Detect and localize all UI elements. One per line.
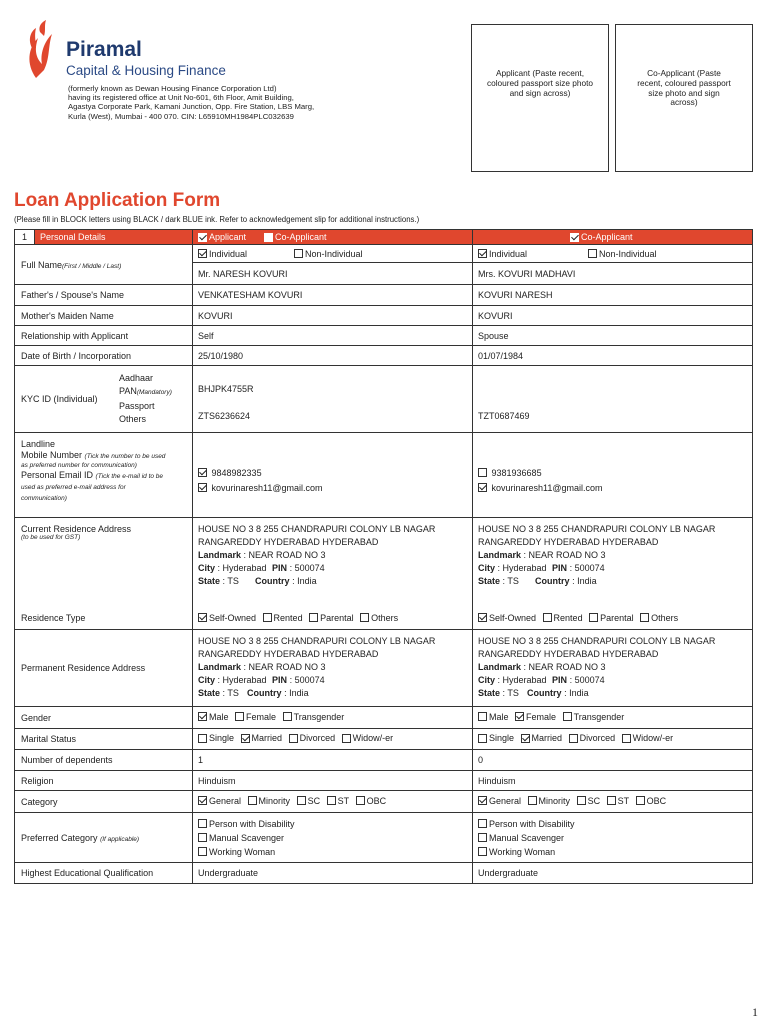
- checkbox-icon[interactable]: [528, 796, 537, 805]
- row-relationship: [15, 326, 752, 346]
- co-applicant-st-option[interactable]: ST: [607, 796, 630, 806]
- checkbox-icon[interactable]: [198, 483, 207, 492]
- co-applicant-relationship[interactable]: Spouse: [478, 330, 509, 341]
- co-applicant-photo-box[interactable]: Co-Applicant (Paste recent, coloured passport size photo and sign across): [615, 24, 753, 172]
- row-preferred-category: Preferred Category (If applicable) Person with Disability Manual Scavenger Working Woman Person with Disability Manual Scavenger Working Woman: [15, 813, 752, 863]
- row-contact: Landline Mobile Number (Tick the number to be used as preferred number for communication) Personal Email ID (Tick the e-mail id to be used as preferred e-mail address for communication) 9848982335 kovurinaresh11@gmail.com 9381936685 kovurinaresh11@gmail.com: [15, 433, 752, 518]
- section-title: Personal Details: [40, 232, 106, 242]
- row-category: [15, 791, 752, 813]
- checkbox-icon[interactable]: [478, 712, 487, 721]
- checkbox-icon[interactable]: [478, 249, 487, 258]
- co-applicant-name[interactable]: Mrs. KOVURI MADHAVI: [478, 268, 576, 279]
- co-applicant-mother[interactable]: KOVURI: [478, 310, 513, 321]
- co-applicant-header-option[interactable]: Co-Applicant: [264, 232, 327, 242]
- label-kyc: KYC ID (Individual): [21, 394, 98, 404]
- applicant-dob[interactable]: 25/10/1980: [193, 346, 473, 365]
- co-applicant-current-address[interactable]: HOUSE NO 3 8 255 CHANDRAPURI COLONY LB NAGAR RANGAREDDY HYDERABAD HYDERABAD Landmark : NEAR ROAD NO 3 City : Hyderabad PIN : 500074 State : TS Country : India: [478, 524, 716, 586]
- personal-details-table: [14, 229, 753, 884]
- row-full-name: Full Name(First / Middle / Last) Individual Non-Individual Mr. NARESH KOVURI Individual Non-Individual Mrs. KOVURI MADHAVI: [15, 245, 752, 285]
- company-info: [68, 84, 368, 121]
- co-applicant-married-option[interactable]: Married: [521, 733, 563, 743]
- co-applicant-email: kovurinaresh11@gmail.com: [491, 483, 603, 493]
- checkbox-icon[interactable]: [198, 847, 207, 856]
- checkbox-icon[interactable]: [327, 796, 336, 805]
- applicant-religion[interactable]: Hinduism: [193, 771, 473, 790]
- row-marital: [15, 729, 752, 750]
- checkbox-icon[interactable]: [264, 233, 273, 242]
- row-dob: [15, 346, 752, 366]
- checkbox-icon[interactable]: [360, 613, 369, 622]
- checkbox-icon[interactable]: [248, 796, 257, 805]
- co-applicant-rented-option[interactable]: Rented: [543, 613, 583, 623]
- checkbox-icon[interactable]: [515, 712, 524, 721]
- checkbox-icon[interactable]: [198, 734, 207, 743]
- applicant-parental-option[interactable]: Parental: [309, 613, 354, 623]
- applicant-working-woman-option[interactable]: Working Woman: [198, 845, 463, 859]
- company-info-line: Agastya Corporate Park, Kamani Junction, Opp. Fire Station, LBS Marg,: [68, 102, 315, 112]
- checkbox-icon[interactable]: [478, 796, 487, 805]
- checkbox-icon[interactable]: [198, 233, 207, 242]
- label-landline: Landline: [21, 439, 56, 449]
- section-header: [15, 230, 752, 245]
- label-current-address: Current Residence Address: [21, 524, 132, 534]
- brand-name: Piramal: [66, 38, 142, 61]
- checkbox-icon[interactable]: [478, 833, 487, 842]
- checkbox-icon[interactable]: [342, 734, 351, 743]
- checkbox-icon[interactable]: [198, 796, 207, 805]
- company-info-line: having its registered office at Unit No-601, 6th Floor, Amit Building,: [68, 93, 294, 103]
- checkbox-icon[interactable]: [622, 734, 631, 743]
- co-applicant-disability-option[interactable]: Person with Disability: [478, 817, 743, 831]
- flame-logo-icon: [22, 18, 62, 80]
- label-education: Highest Educational Qualification: [15, 863, 193, 883]
- applicant-mother[interactable]: KOVURI: [193, 306, 473, 325]
- co-applicant-permanent-address[interactable]: HOUSE NO 3 8 255 CHANDRAPURI COLONY LB NAGAR RANGAREDDY HYDERABAD HYDERABAD Landmark : NEAR ROAD NO 3 City : Hyderabad PIN : 500074 State : TS Country : India: [478, 636, 716, 698]
- applicant-current-address[interactable]: HOUSE NO 3 8 255 CHANDRAPURI COLONY LB NAGAR RANGAREDDY HYDERABAD HYDERABAD Landmark : NEAR ROAD NO 3 City : Hyderabad PIN : 500074 State : TS Country : India: [198, 524, 436, 586]
- checkbox-icon[interactable]: [478, 613, 487, 622]
- applicant-education[interactable]: Undergraduate: [193, 863, 473, 883]
- label-religion: Religion: [15, 771, 193, 790]
- page-number: 1: [752, 1005, 758, 1019]
- label-dependents: Number of dependents: [15, 750, 193, 770]
- label-others: Others: [119, 414, 147, 424]
- checkbox-icon[interactable]: [289, 734, 298, 743]
- checkbox-icon[interactable]: [198, 468, 207, 477]
- applicant-self-owned-option[interactable]: Self-Owned: [198, 613, 256, 623]
- applicant-pan[interactable]: BHJPK4755R: [198, 384, 254, 394]
- checkbox-icon[interactable]: [570, 233, 579, 242]
- co-applicant-scavenger-option[interactable]: Manual Scavenger: [478, 831, 743, 845]
- applicant-minority-option[interactable]: Minority: [248, 796, 291, 806]
- label-aadhaar: Aadhaar: [119, 372, 154, 383]
- co-applicant-divorced-option[interactable]: Divorced: [569, 733, 616, 743]
- applicant-widow-option[interactable]: Widow/-er: [342, 733, 394, 743]
- checkbox-icon[interactable]: [636, 796, 645, 805]
- co-applicant-education[interactable]: Undergraduate: [478, 868, 539, 878]
- company-info-line: Kurla (West), Mumbai - 400 070. CIN: L65910MH1984PLC032639: [68, 111, 294, 121]
- label-dob: Date of Birth / Incorporation: [15, 346, 193, 365]
- checkbox-icon[interactable]: [297, 796, 306, 805]
- applicant-others-id[interactable]: ZTS6236624: [198, 411, 251, 421]
- checkbox-icon[interactable]: [478, 483, 487, 492]
- checkbox-icon[interactable]: [198, 833, 207, 842]
- co-applicant-general-option[interactable]: General: [478, 796, 521, 806]
- applicant-transgender-option[interactable]: Transgender: [283, 712, 345, 722]
- label-mobile: Mobile Number: [21, 450, 83, 460]
- applicant-mobile: 9848982335: [211, 468, 262, 478]
- co-applicant-working-woman-option[interactable]: Working Woman: [478, 845, 743, 859]
- row-current-address: Current Residence Address (to be used for GST) Residence Type HOUSE NO 3 8 255 CHANDRAPURI COLONY LB NAGAR RANGAREDDY HYDERABAD HYDERABAD Landmark : NEAR ROAD NO 3 City : Hyderabad PIN : 500074 State : TS Country : India Self-Owned Rented Parental Others HOUSE NO 3 8 255 CHANDRAPURI COLONY LB NAGAR RANGAREDDY HYDERABAD HYDERABAD Landmark : NEAR ROAD NO 3 City : Hyderabad PIN : 500074 State : TS Country : India Self-Owned Rented Parental Others: [15, 518, 752, 630]
- checkbox-icon[interactable]: [478, 819, 487, 828]
- applicant-married-option[interactable]: Married: [241, 733, 283, 743]
- checkbox-icon[interactable]: [478, 468, 487, 477]
- label-full-name: Full Name: [21, 259, 63, 270]
- piramal-logo: [22, 18, 262, 82]
- checkbox-icon[interactable]: [294, 249, 303, 258]
- co-applicant-parental-option[interactable]: Parental: [589, 613, 634, 623]
- applicant-photo-box[interactable]: Applicant (Paste recent, coloured passport size photo and sign across): [471, 24, 609, 172]
- co-applicant-others-id[interactable]: TZT0687469: [478, 411, 530, 421]
- label-pan: PAN: [119, 386, 137, 396]
- co-applicant-minority-option[interactable]: Minority: [528, 796, 571, 806]
- co-applicant-sc-option[interactable]: SC: [577, 796, 601, 806]
- applicant-male-option[interactable]: Male: [198, 712, 229, 722]
- co-applicant-mobile: 9381936685: [491, 468, 542, 478]
- company-info-line: (formerly known as Dewan Housing Finance Corporation Ltd): [68, 84, 277, 93]
- form-instructions: (Please fill in BLOCK letters using BLACK / dark BLUE ink. Refer to acknowledgement slip for additional instructions.): [14, 215, 420, 224]
- applicant-individual-option[interactable]: Individual: [198, 249, 290, 259]
- co-applicant-religion[interactable]: Hinduism: [478, 775, 516, 786]
- applicant-permanent-address[interactable]: HOUSE NO 3 8 255 CHANDRAPURI COLONY LB NAGAR RANGAREDDY HYDERABAD HYDERABAD Landmark : NEAR ROAD NO 3 City : Hyderabad PIN : 500074 State : TS Country : India: [193, 630, 473, 706]
- co-applicant-mobile-option[interactable]: [478, 466, 747, 481]
- checkbox-icon[interactable]: [198, 819, 207, 828]
- applicant-others-option[interactable]: Others: [360, 613, 398, 623]
- co-applicant-widow-option[interactable]: Widow/-er: [622, 733, 674, 743]
- checkbox-icon[interactable]: [577, 796, 586, 805]
- co-applicant-female-option[interactable]: Female: [515, 712, 556, 722]
- label-preferred-category: Preferred Category: [21, 832, 98, 843]
- row-gender: [15, 707, 752, 729]
- applicant-st-option[interactable]: ST: [327, 796, 350, 806]
- checkbox-icon[interactable]: [589, 613, 598, 622]
- co-applicant-transgender-option[interactable]: Transgender: [563, 712, 625, 722]
- co-applicant-obc-option[interactable]: OBC: [636, 796, 667, 806]
- co-applicant-individual-option[interactable]: Individual: [478, 249, 584, 259]
- co-applicant-email-option[interactable]: [478, 481, 747, 496]
- brand-subtitle: Capital & Housing Finance: [66, 63, 226, 78]
- applicant-relationship[interactable]: Self: [193, 326, 473, 345]
- label-marital: Marital Status: [15, 729, 193, 749]
- checkbox-icon[interactable]: [356, 796, 365, 805]
- co-applicant-dependents[interactable]: 0: [478, 755, 484, 765]
- form-title: Loan Application Form: [14, 190, 221, 211]
- row-education: [15, 863, 752, 884]
- checkbox-icon[interactable]: [198, 249, 207, 258]
- applicant-single-option[interactable]: Single: [198, 733, 234, 743]
- applicant-disability-option[interactable]: Person with Disability: [198, 817, 463, 831]
- checkbox-icon[interactable]: [521, 734, 530, 743]
- checkbox-icon[interactable]: [283, 712, 292, 721]
- applicant-email-option[interactable]: [198, 481, 467, 496]
- row-permanent-address: [15, 630, 752, 707]
- co-applicant-male-option[interactable]: Male: [478, 712, 509, 722]
- label-permanent-address: Permanent Residence Address: [15, 630, 193, 706]
- co-applicant-single-option[interactable]: Single: [478, 733, 514, 743]
- applicant-general-option[interactable]: General: [198, 796, 241, 806]
- checkbox-icon[interactable]: [569, 734, 578, 743]
- checkbox-icon[interactable]: [640, 613, 649, 622]
- checkbox-icon[interactable]: [309, 613, 318, 622]
- applicant-sc-option[interactable]: SC: [297, 796, 321, 806]
- label-relationship: Relationship with Applicant: [15, 326, 193, 345]
- row-dependents: [15, 750, 752, 771]
- applicant-mobile-option[interactable]: [198, 466, 467, 481]
- co-applicant-self-owned-option[interactable]: Self-Owned: [478, 613, 536, 623]
- row-religion: [15, 771, 752, 791]
- row-kyc: KYC ID (Individual) Aadhaar PAN(Mandatory) Passport Others BHJPK4755R ZTS6236624 TZT0687469: [15, 366, 752, 433]
- applicant-rented-option[interactable]: Rented: [263, 613, 303, 623]
- checkbox-icon[interactable]: [607, 796, 616, 805]
- label-mother: Mother's Maiden Name: [15, 306, 193, 325]
- checkbox-icon[interactable]: [478, 847, 487, 856]
- applicant-email: kovurinaresh11@gmail.com: [211, 483, 323, 493]
- applicant-scavenger-option[interactable]: Manual Scavenger: [198, 831, 463, 845]
- label-email: Personal Email ID: [21, 470, 94, 480]
- label-gender: Gender: [15, 707, 193, 728]
- label-passport: Passport: [119, 400, 155, 411]
- co-applicant-non-individual-option[interactable]: Non-Individual: [588, 249, 657, 259]
- checkbox-icon[interactable]: [543, 613, 552, 622]
- row-mother: [15, 306, 752, 326]
- co-applicant-dob[interactable]: 01/07/1984: [478, 350, 524, 361]
- co-applicant-residence-type: [478, 613, 747, 625]
- checkbox-icon[interactable]: [588, 249, 597, 258]
- checkbox-icon[interactable]: [263, 613, 272, 622]
- checkbox-icon[interactable]: [478, 734, 487, 743]
- checkbox-icon[interactable]: [563, 712, 572, 721]
- applicant-father[interactable]: VENKATESHAM KOVURI: [193, 285, 473, 305]
- co-applicant-others-option[interactable]: Others: [640, 613, 678, 623]
- label-residence-type: Residence Type: [21, 613, 86, 623]
- section-number: 1: [15, 230, 35, 244]
- checkbox-icon[interactable]: [198, 712, 207, 721]
- label-father: Father's / Spouse's Name: [15, 285, 193, 305]
- applicant-obc-option[interactable]: OBC: [356, 796, 387, 806]
- applicant-dependents[interactable]: 1: [193, 750, 473, 770]
- applicant-name[interactable]: Mr. NARESH KOVURI: [198, 268, 288, 279]
- applicant-divorced-option[interactable]: Divorced: [289, 733, 336, 743]
- co-applicant-father[interactable]: KOVURI NARESH: [478, 290, 553, 300]
- checkbox-icon[interactable]: [198, 613, 207, 622]
- applicant-residence-type: [198, 613, 467, 625]
- label-category: Category: [15, 791, 193, 812]
- applicant-non-individual-option[interactable]: Non-Individual: [294, 249, 363, 259]
- co-applicant-header-option-2[interactable]: Co-Applicant: [570, 232, 633, 242]
- row-father: [15, 285, 752, 306]
- applicant-header-option[interactable]: Applicant: [198, 232, 246, 242]
- checkbox-icon[interactable]: [241, 734, 250, 743]
- checkbox-icon[interactable]: [235, 712, 244, 721]
- applicant-female-option[interactable]: Female: [235, 712, 276, 722]
